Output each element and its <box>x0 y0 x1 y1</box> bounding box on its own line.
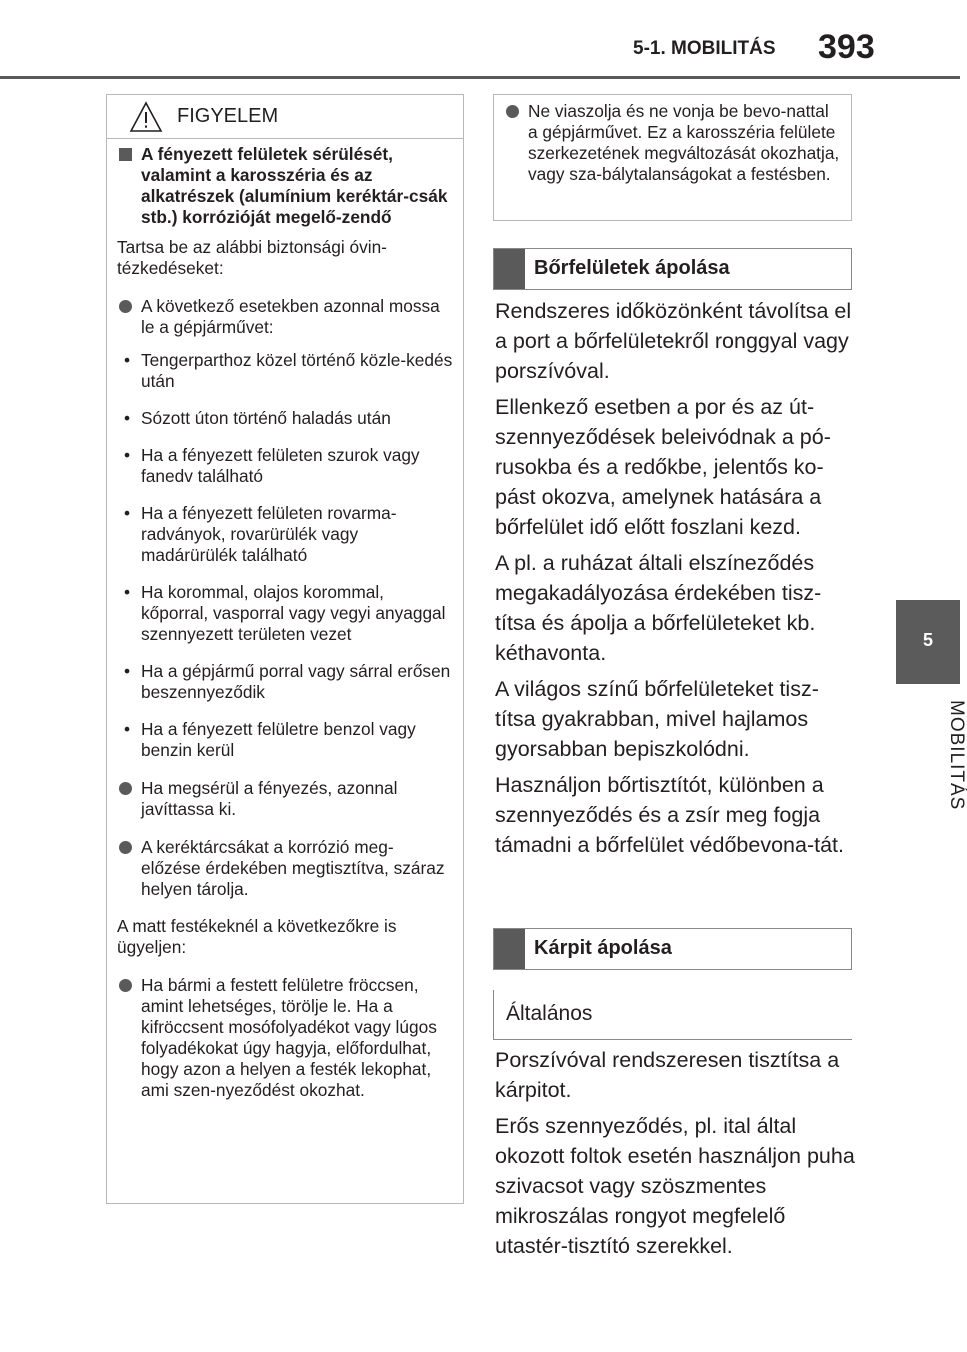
warning-item: Ha bármi a festett felületre fröccsen, amint lehetséges, törölje le. Ha a kifröccsent mosófolyadékot vagy lúgos folyadékokat úgy hagyja, előfordulhat, hogy azon a helyen a festék lekophat, ami szen-nyeződést okozhat. <box>117 975 453 1101</box>
paragraph: A világos színű bőrfelületeket tisz-títsa gyakrabban, mivel hajlamos gyorsabban bepiszkolódni. <box>495 677 819 761</box>
warning-item: A keréktárcsákat a korrózió meg-előzése érdekében megtisztítva, száraz helyen tárolja. <box>117 837 453 900</box>
warning-intro: Tartsa be az alábbi biztonsági óvin-tézkedéseket: <box>117 237 387 278</box>
paragraph: A pl. a ruházat általi elszíneződés megakadályozása érdekében tisz-títsa és ápolja a bőrfelületeket kb. kéthavonta. <box>495 551 822 665</box>
upholstery-heading-text: Kárpit ápolása <box>534 937 672 959</box>
page-number: 393 <box>818 28 875 66</box>
leather-body <box>495 296 855 866</box>
section-marker <box>494 249 525 289</box>
warning-header <box>107 95 463 139</box>
leather-section-heading <box>493 248 852 290</box>
note-box <box>493 94 852 221</box>
upholstery-subheading <box>493 990 852 1040</box>
paragraph: Ellenkező esetben a por és az út-szennyeződések beleivódnak a pó-rusokba és a redőkbe, jelentős ko-pást okozva, amelynek hatására a bőrfelület idő előtt foszlani kezd. <box>495 395 831 539</box>
header-rule <box>0 76 960 79</box>
warning-triangle-icon <box>129 101 163 133</box>
section-title: 5-1. MOBILITÁS <box>633 38 776 59</box>
warning-bullet: • Tengerparthoz közel történő közle-kedés után <box>117 350 453 392</box>
chapter-label: MOBILITÁS <box>946 700 967 811</box>
warning-item: A következő esetekben azonnal mossa le a gépjárművet: <box>117 296 453 338</box>
section-marker <box>494 929 525 969</box>
warning-bullet: • Ha korommal, olajos korommal, kőporral, vasporral vagy vegyi anyaggal szennyezett területen vezet <box>117 582 453 645</box>
warning-title: FIGYELEM <box>177 105 279 127</box>
paragraph: Rendszeres időközönként távolítsa el a port a bőrfelületekről ronggyal vagy porszívóval. <box>495 299 852 383</box>
warning-bullet: • Ha a fényezett felületre benzol vagy benzin kerül <box>117 719 453 761</box>
leather-heading-text: Bőrfelületek ápolása <box>534 257 730 279</box>
warning-item: Ha megsérül a fényezés, azonnal javíttassa ki. <box>117 778 453 820</box>
paragraph: Használjon bőrtisztítót, különben a szennyeződés és a zsír meg fogja támadni a bőrfelület védőbevona-tát. <box>495 773 845 857</box>
upholstery-section-heading <box>493 928 852 970</box>
chapter-tab <box>896 600 960 684</box>
warning-heading: A fényezett felületek sérülését, valamint a karosszéria és az alkatrészek (alumínium keréktár-csák stb.) korrózióját megelő-zendő <box>117 144 453 228</box>
warning-body <box>107 144 463 1101</box>
chapter-number: 5 <box>922 630 933 650</box>
note-item: Ne viaszolja és ne vonja be bevo-nattal a gépjárművet. Ez a karosszéria felülete szerkezetének megváltozását okozhatja, vagy sza-bálytalanságokat a festésben. <box>504 101 841 185</box>
paragraph: Erős szennyeződés, pl. ital által okozott foltok esetén használjon puha szivacsot vagy szöszmentes mikroszálas rongyot megfelelő utastér-tisztító szerekkel. <box>495 1114 855 1258</box>
paragraph: Porszívóval rendszeresen tisztítsa a kárpitot. <box>495 1048 840 1102</box>
upholstery-subheading-text: Általános <box>506 1002 593 1025</box>
warning-box <box>106 94 464 1204</box>
warning-bullet: • Ha a gépjármű porral vagy sárral erősen beszennyeződik <box>117 661 453 703</box>
upholstery-body <box>495 1045 855 1267</box>
warning-bullet: • Sózott úton történő haladás után <box>117 408 453 429</box>
warning-bullet: • Ha a fényezett felületen rovarma-radványok, rovarürülék vagy madárürülék található <box>117 503 453 566</box>
warning-matte-intro: A matt festékeknél a következőkre is ügyeljen: <box>117 916 397 957</box>
warning-bullet: • Ha a fényezett felületen szurok vagy fanedv található <box>117 445 453 487</box>
